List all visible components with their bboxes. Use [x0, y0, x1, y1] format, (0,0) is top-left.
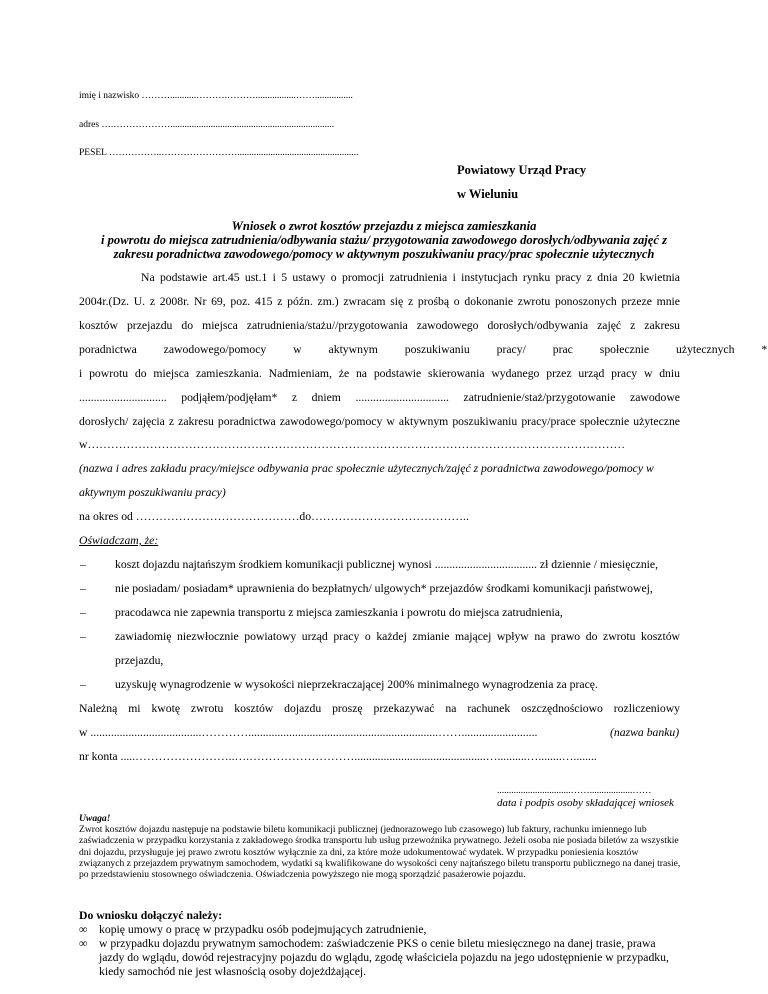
note-heading: Uwaga!	[79, 813, 111, 824]
dash-bullet: –	[80, 678, 86, 691]
document-title	[60, 219, 708, 261]
title-line-1: Wniosek o zwrot kosztów przejazdu z miejsca zamieszkania	[231, 219, 537, 233]
attachments-heading: Do wniosku dołączyć należy:	[79, 909, 223, 922]
applicant-name-field: imię i nazwisko ………...........……….……….................……................	[79, 91, 353, 101]
body-line-3: kosztów przejazdu do miejsca zatrudnienia/stażu//przygotowania zawodowego dorosłych/odbywania zajęć z zakresu	[79, 319, 680, 332]
workplace-caption-2: aktywnym poszukiwaniu pracy)	[79, 486, 226, 499]
payment-line-1: Należną mi kwotę zwrotu kosztów dojazdu proszę przekazywać na rachunek oszczędnościowo rozliczeniowy	[79, 702, 680, 715]
applicant-address-field: adres ….……………….....................................................................	[79, 120, 335, 130]
dash-bullet: –	[80, 606, 86, 619]
declaration-item-cont: przejazdu,	[115, 654, 164, 667]
signature-caption: data i podpis osoby składającej wniosek	[497, 797, 674, 809]
note-text: Zwrot kosztów dojazdu następuje na podstawie biletu komunikacji publicznej (jednorazowego lub czasowego) lub faktury, rachunku imiennego lub zaświadczenia w przypadku korzystania z zakładowego środka transportu lub usług przewoźnika prywatnego. Jeżeli osoba nie posiada biletów za wszystkie dni dojazdu, przysługuje jej prawo zwrotu kosztów wyłącznie za dni, za które może udokumentować wydatek. W przypadku poniesienia kosztów związanych z przejazdem prywatnym samochodem, wydatki są kwalifikowane do wysokości ceny najtańszego biletu transportu publicznego na danej trasie, po przedstawieniu stosownego oświadczenia. Oświadczenia powyższego nie mogą sporządzić pasażerowie pojazdu.	[79, 824, 681, 881]
title-line-3: zakresu poradnictwa zawodowego/pomocy w aktywnym poszukiwaniu pracy/prac społecznie użytecznych	[113, 247, 655, 261]
body-line-5: i powrotu do miejsca zamieszkania. Nadmieniam, że na podstawie skierowania wydanego przez urząd pracy w dniu	[79, 367, 680, 380]
title-line-2: i powrotu do miejsca zatrudnienia/odbywania stażu/ przygotowania zawodowego dorosłych/odbywania zajęć z	[100, 233, 668, 247]
declaration-item: pracodawca nie zapewnia transportu z miejsca zamieszkania i powrotu do miejsca zatrudnienia,	[115, 606, 563, 619]
declaration-item: koszt dojazdu najtańszym środkiem komunikacji publicznej wynosi ................................... zł dziennie / miesięcznie,	[115, 558, 659, 571]
declaration-item: nie posiadam/ posiadam* uprawnienia do bezpłatnych/ ulgowych* przejazdów środkami komunikacji państwowej,	[115, 582, 653, 595]
dash-bullet: –	[80, 630, 86, 643]
body-line-6: .............................. podjąłem/podjęłam* z dniem ................................ zatrudnienie/staż/przygotowanie zawodowe	[79, 391, 680, 404]
body-line-7: dorosłych/ zajęcia z zakresu poradnictwa zawodowego/pomocy w aktywnym poszukiwaniu pracy/prace społecznie użyteczne	[79, 415, 680, 428]
recipient-city: w Wieluniu	[457, 187, 519, 201]
applicant-pesel-field: PESEL ……………..……………………...................................................	[79, 148, 359, 158]
body-line-4: poradnictwa zawodowego/pomocy w aktywnym poszukiwaniu pracy/ prac społecznie użytecznych *	[79, 343, 768, 356]
body-line-1: Na podstawie art.45 ust.1 i 5 ustawy o promocji zatrudnienia i instytucjach rynku pracy z dnia 20 kwietnia	[141, 271, 680, 284]
period-field: na okres od ……………………………………do…………………………………..	[79, 510, 469, 523]
bank-caption: (nazwa banku)	[610, 726, 680, 739]
declare-heading: Oświadczam, że:	[79, 534, 159, 547]
workplace-caption-1: (nazwa i adres zakładu pracy/miejsce odbywania prac społecznie użytecznych/zajęć z poradnictwa zawodowego/pomocy w	[79, 462, 654, 475]
declaration-item: zawiadomię niezwłocznie powiatowy urząd pracy o każdej zmianie mającej wpływ na prawo do zwrotu kosztów	[115, 630, 680, 643]
declaration-item: uzyskuję wynagrodzenie w wysokości nieprzekraczającej 200% minimalnego wynagrodzenia za pracę.	[115, 678, 598, 691]
recipient-office: Powiatowy Urząd Pracy	[457, 163, 587, 177]
bullet-icon: ∞	[79, 923, 88, 936]
bank-field: w ......................................………….................................................................……..........................	[79, 726, 538, 739]
signature-line: ...............................……..................……	[497, 786, 652, 796]
account-field: nr konta .....……………………..….……………………….............................................…..........…........…........	[79, 750, 597, 763]
workplace-field: w…………………………………………………………………………………………………………………………	[79, 438, 626, 451]
dash-bullet: –	[80, 558, 86, 571]
dash-bullet: –	[80, 582, 86, 595]
body-line-2: 2004r.(Dz. U. z 2008r. Nr 69, poz. 415 z późn. zm.) zwracam się z prośbą o dokonanie zwrotu ponoszonych przeze mnie	[79, 295, 680, 308]
bullet-icon: ∞	[79, 937, 88, 950]
attachment-item: w przypadku dojazdu prywatnym samochodem: zaświadczenie PKS o cenie biletu miesięcznego na danej trasie, prawa jazdy do wglądu, dowód rejestracyjny pojazdu do wglądu, zgodę właściciela pojazdu na jego udostępnienie w przypadku, kiedy samochód nie jest własnością osoby dojeżdżającej.	[99, 937, 669, 978]
attachment-item: kopię umowy o pracę w przypadku osób podejmujących zatrudnienie,	[99, 923, 427, 936]
